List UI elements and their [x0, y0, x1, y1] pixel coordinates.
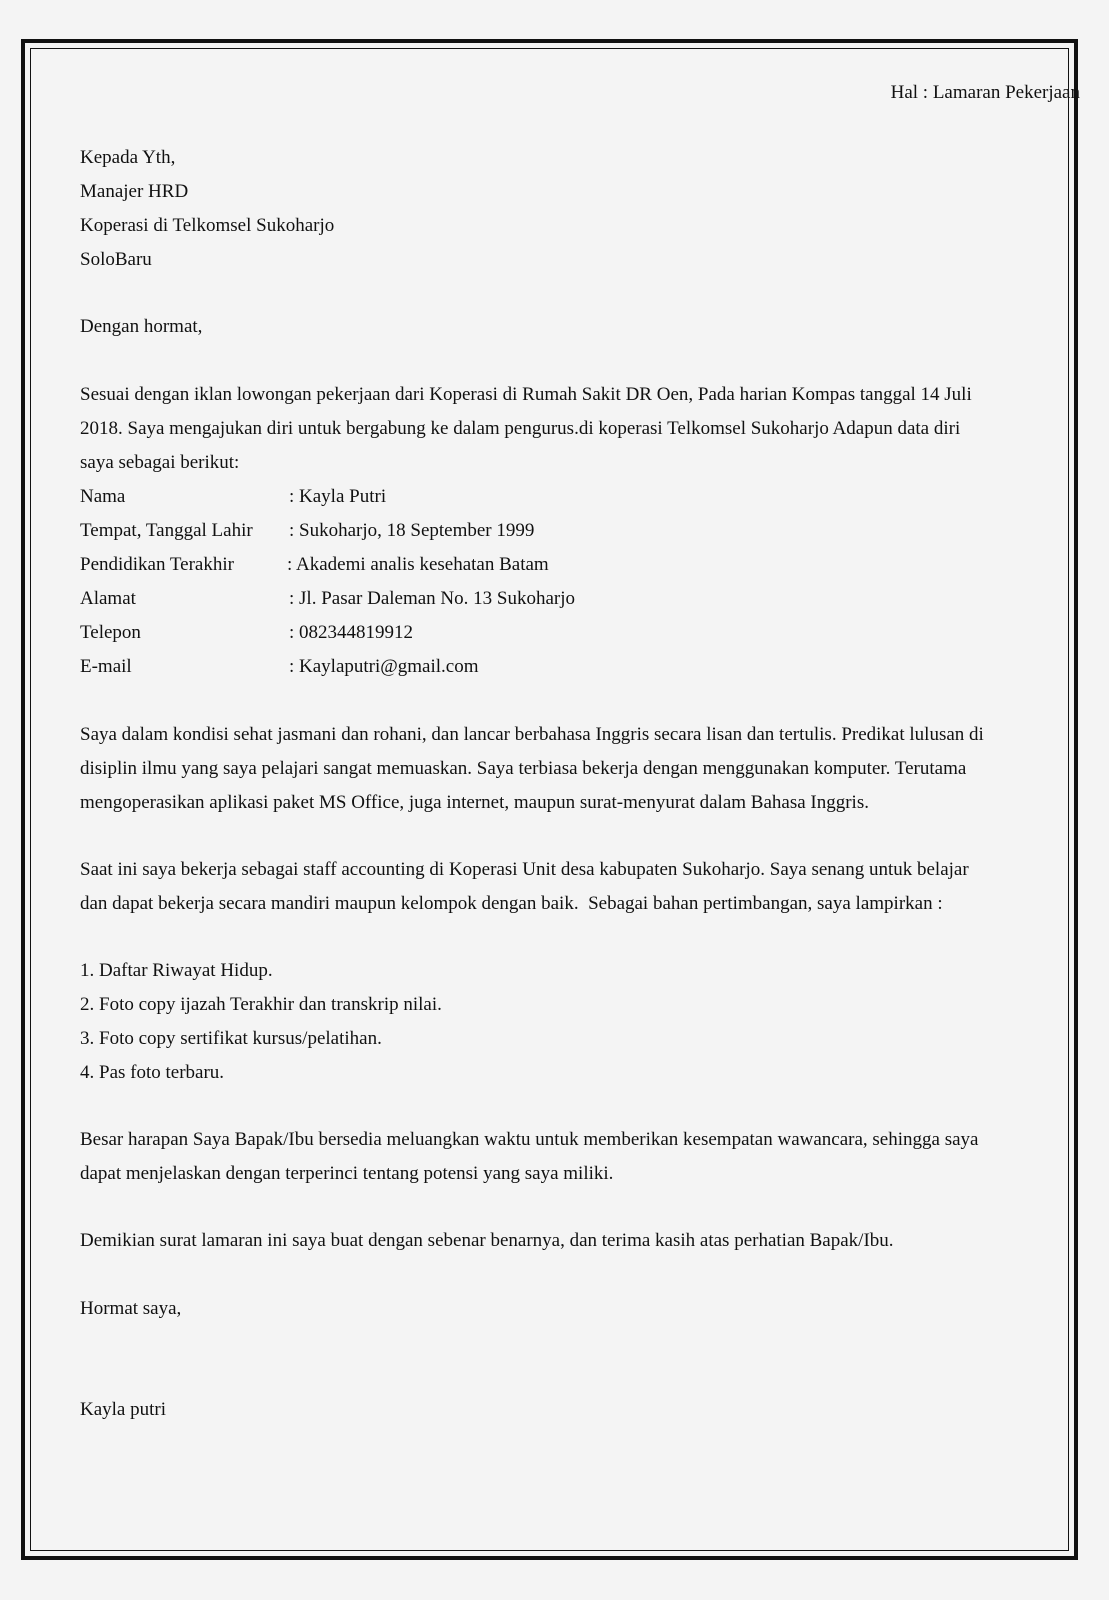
recipient-line-1: Kepada Yth,	[80, 147, 176, 168]
attachment-item-1: 1. Daftar Riwayat Hidup.	[80, 960, 273, 981]
field-label-email: E-mail	[80, 656, 132, 677]
recipient-line-4: SoloBaru	[80, 249, 152, 270]
greeting: Dengan hormat,	[80, 316, 203, 337]
para2-line-1: Saya dalam kondisi sehat jasmani dan rohani, dan lancar berbahasa Inggris secara lisan dan tertulis. Predikat lulusan di	[80, 724, 984, 745]
attachment-item-2: 2. Foto copy ijazah Terakhir dan transkrip nilai.	[80, 994, 442, 1015]
letter-body	[80, 0, 1080, 1600]
sign-off: Hormat saya,	[80, 1298, 182, 1319]
field-value-pendidikan: : Akademi analis kesehatan Batam	[287, 554, 549, 575]
field-value-nama: : Kayla Putri	[289, 486, 387, 507]
attachment-item-3: 3. Foto copy sertifikat kursus/pelatihan.	[80, 1028, 382, 1049]
attachment-item-4: 4. Pas foto terbaru.	[80, 1062, 225, 1083]
field-label-pendidikan: Pendidikan Terakhir	[80, 554, 234, 575]
para3-line-1: Saat ini saya bekerja sebagai staff accounting di Koperasi Unit desa kabupaten Sukoharjo. Saya senang untuk belajar	[80, 859, 969, 880]
para2-line-3: mengoperasikan aplikasi paket MS Office, juga internet, maupun surat-menyurat dalam Bahasa Inggris.	[80, 792, 869, 813]
field-label-ttl: Tempat, Tanggal Lahir	[80, 520, 253, 541]
intro-line-1: Sesuai dengan iklan lowongan pekerjaan dari Koperasi di Rumah Sakit DR Oen, Pada harian Kompas tanggal 14 Juli	[80, 384, 972, 405]
para4-line-1: Besar harapan Saya Bapak/Ibu bersedia meluangkan waktu untuk memberikan kesempatan wawancara, sehingga saya	[80, 1129, 979, 1150]
subject-line: Hal : Lamaran Pekerjaan	[890, 82, 1080, 103]
recipient-line-3: Koperasi di Telkomsel Sukoharjo	[80, 215, 335, 236]
signature-name: Kayla putri	[80, 1399, 167, 1420]
field-value-email: : Kaylaputri@gmail.com	[289, 656, 479, 677]
field-value-ttl: : Sukoharjo, 18 September 1999	[289, 520, 535, 541]
closing-paragraph: Demikian surat lamaran ini saya buat dengan sebenar benarnya, dan terima kasih atas perhatian Bapak/Ibu.	[80, 1230, 894, 1251]
field-value-telepon: : 082344819912	[289, 622, 414, 643]
para4-line-2: dapat menjelaskan dengan terperinci tentang potensi yang saya miliki.	[80, 1163, 614, 1184]
field-value-alamat: : Jl. Pasar Daleman No. 13 Sukoharjo	[289, 588, 576, 609]
intro-line-3: saya sebagai berikut:	[80, 452, 240, 473]
field-label-telepon: Telepon	[80, 622, 141, 643]
para2-line-2: disiplin ilmu yang saya pelajari sangat memuaskan. Saya terbiasa bekerja dengan menggunakan komputer. Terutama	[80, 758, 967, 779]
field-label-nama: Nama	[80, 486, 126, 507]
intro-line-2: 2018. Saya mengajukan diri untuk bergabung ke dalam pengurus.di koperasi Telkomsel Sukoharjo Adapun data diri	[80, 418, 961, 439]
para3-line-2: dan dapat bekerja secara mandiri maupun kelompok dengan baik. Sebagai bahan pertimbangan, saya lampirkan :	[80, 893, 943, 914]
field-label-alamat: Alamat	[80, 588, 136, 609]
recipient-line-2: Manajer HRD	[80, 181, 189, 202]
